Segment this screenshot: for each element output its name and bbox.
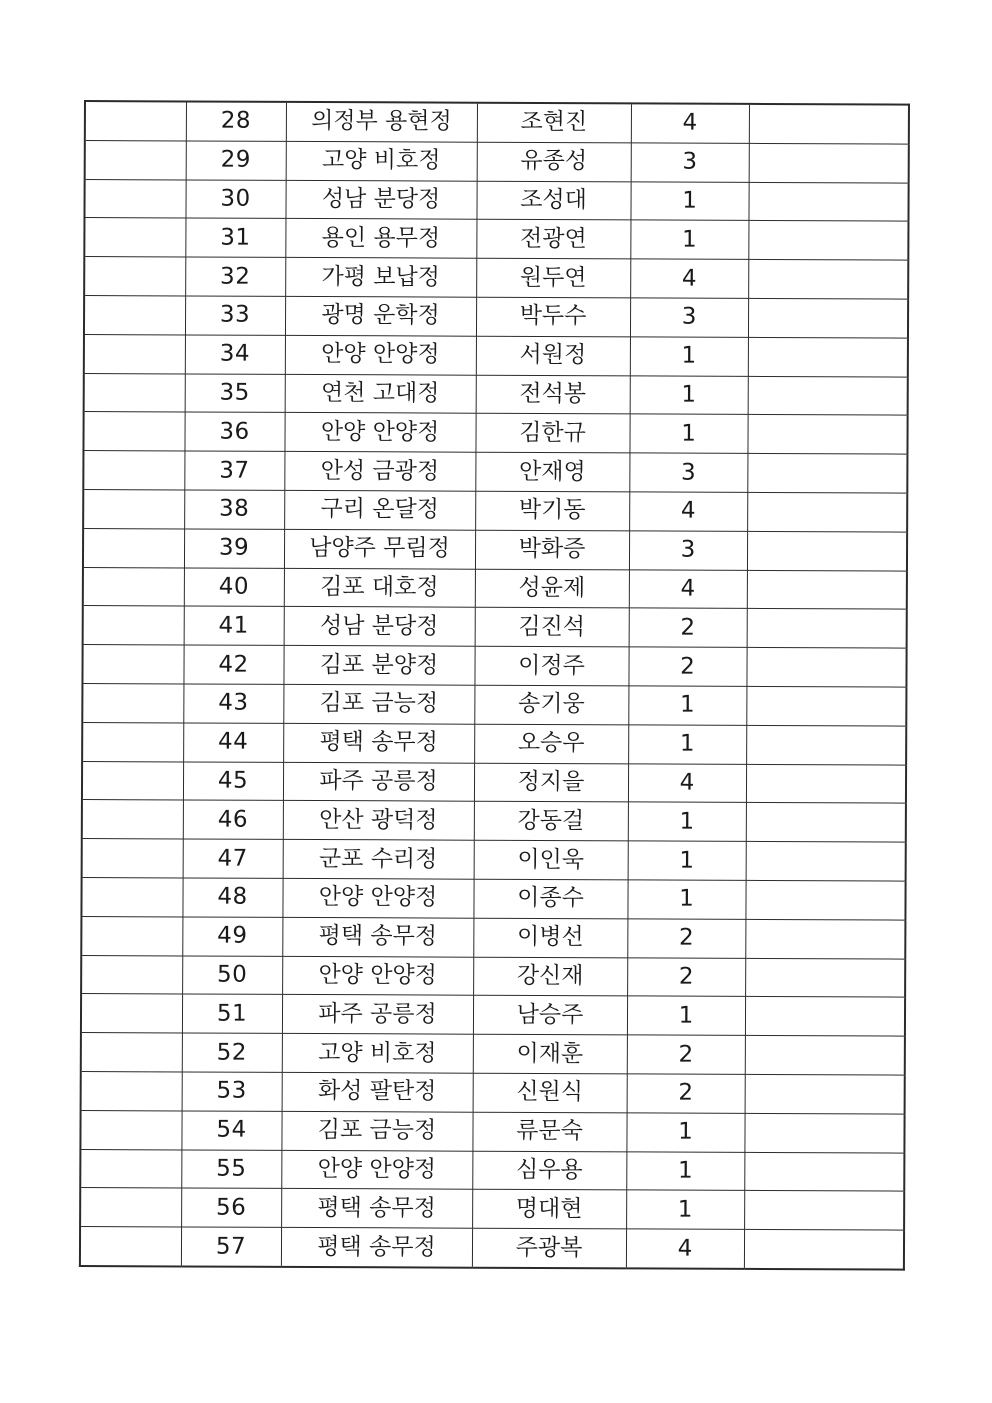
club-cell: 안양 안양정 bbox=[285, 335, 476, 375]
number-cell: 50 bbox=[182, 955, 282, 994]
empty-cell bbox=[80, 1227, 181, 1267]
table-row bbox=[81, 1071, 905, 1113]
number-cell: 31 bbox=[185, 218, 285, 257]
empty-cell bbox=[83, 606, 184, 645]
remarks-cell bbox=[745, 1074, 905, 1113]
empty-cell bbox=[82, 761, 183, 800]
empty-cell bbox=[84, 257, 185, 296]
table-row bbox=[82, 761, 906, 803]
grade-cell: 1 bbox=[630, 337, 748, 376]
grade-cell: 2 bbox=[627, 919, 745, 958]
remarks-cell bbox=[747, 570, 907, 609]
table-row bbox=[81, 877, 905, 919]
club-cell: 화성 팔탄정 bbox=[282, 1072, 473, 1112]
number-cell: 51 bbox=[182, 994, 282, 1033]
number-cell: 45 bbox=[183, 761, 283, 800]
club-cell: 광명 운학정 bbox=[285, 296, 476, 336]
name-cell: 이종수 bbox=[473, 879, 627, 918]
number-cell: 38 bbox=[184, 490, 284, 529]
remarks-cell bbox=[746, 842, 906, 881]
grade-cell: 3 bbox=[629, 453, 747, 492]
remarks-cell bbox=[747, 492, 907, 531]
table-row bbox=[80, 1227, 904, 1270]
table-row bbox=[80, 1188, 904, 1230]
remarks-cell bbox=[749, 143, 909, 182]
name-cell: 조성대 bbox=[476, 181, 630, 220]
number-cell: 32 bbox=[185, 257, 285, 296]
club-cell: 가평 보납정 bbox=[285, 258, 476, 298]
number-cell: 43 bbox=[183, 684, 283, 723]
empty-cell bbox=[81, 1033, 182, 1072]
remarks-cell bbox=[744, 1113, 904, 1152]
name-cell: 조현진 bbox=[477, 103, 631, 143]
name-cell: 남승주 bbox=[473, 996, 627, 1035]
name-cell: 정지을 bbox=[474, 763, 628, 802]
name-cell: 강동걸 bbox=[474, 802, 628, 841]
club-cell: 파주 공릉정 bbox=[282, 995, 473, 1035]
number-cell: 34 bbox=[185, 335, 285, 374]
grade-cell: 3 bbox=[629, 531, 747, 570]
name-cell: 김한규 bbox=[475, 414, 629, 453]
number-cell: 37 bbox=[184, 451, 284, 490]
remarks-cell bbox=[748, 298, 908, 337]
table-row bbox=[81, 955, 905, 997]
club-cell: 남양주 무림정 bbox=[284, 529, 475, 569]
table-row bbox=[80, 1149, 904, 1191]
table-row bbox=[83, 412, 907, 454]
remarks-cell bbox=[745, 919, 905, 958]
remarks-cell bbox=[745, 958, 905, 997]
club-cell: 김포 금능정 bbox=[281, 1111, 472, 1151]
table-row bbox=[82, 800, 906, 842]
number-cell: 41 bbox=[184, 606, 284, 645]
club-cell: 안양 안양정 bbox=[282, 878, 473, 918]
name-cell: 심우용 bbox=[472, 1151, 626, 1190]
table-row bbox=[81, 994, 905, 1036]
club-cell: 구리 온달정 bbox=[284, 490, 475, 530]
empty-cell bbox=[82, 722, 183, 761]
remarks-cell bbox=[746, 686, 906, 725]
club-cell: 안양 안양정 bbox=[281, 1150, 472, 1190]
empty-cell bbox=[83, 528, 184, 567]
name-cell: 전광연 bbox=[476, 220, 630, 259]
name-cell: 전석봉 bbox=[476, 375, 630, 414]
table-row bbox=[84, 373, 908, 415]
table-row bbox=[80, 1110, 904, 1152]
grade-cell: 1 bbox=[630, 375, 748, 414]
grade-cell: 2 bbox=[627, 1035, 745, 1074]
number-cell: 55 bbox=[181, 1149, 281, 1188]
number-cell: 56 bbox=[181, 1188, 281, 1227]
name-cell: 김진석 bbox=[475, 608, 629, 647]
empty-cell bbox=[80, 1110, 181, 1149]
remarks-cell bbox=[747, 531, 907, 570]
grade-cell: 1 bbox=[630, 181, 748, 220]
name-cell: 오승우 bbox=[474, 724, 628, 763]
club-cell: 평택 송무정 bbox=[281, 1227, 472, 1267]
number-cell: 47 bbox=[183, 839, 283, 878]
number-cell: 46 bbox=[183, 800, 283, 839]
number-cell: 42 bbox=[183, 645, 283, 684]
club-cell: 평택 송무정 bbox=[282, 917, 473, 957]
number-cell: 53 bbox=[182, 1072, 282, 1111]
grade-cell: 4 bbox=[629, 492, 747, 531]
grade-cell: 1 bbox=[626, 1190, 744, 1229]
club-cell: 김포 금능정 bbox=[283, 684, 474, 724]
club-cell: 연천 고대정 bbox=[285, 374, 476, 414]
name-cell: 주광복 bbox=[472, 1228, 626, 1268]
grade-cell: 1 bbox=[629, 414, 747, 453]
number-cell: 40 bbox=[184, 568, 284, 607]
table-row bbox=[82, 722, 906, 764]
grade-cell: 4 bbox=[626, 1229, 744, 1269]
table-row bbox=[85, 140, 909, 182]
grade-cell: 3 bbox=[631, 143, 749, 182]
empty-cell bbox=[82, 645, 183, 684]
name-cell: 박두수 bbox=[476, 297, 630, 336]
empty-cell bbox=[82, 839, 183, 878]
club-cell: 평택 송무정 bbox=[281, 1189, 472, 1229]
remarks-cell bbox=[747, 454, 907, 493]
number-cell: 35 bbox=[185, 374, 285, 413]
grade-cell: 1 bbox=[626, 1113, 744, 1152]
grade-cell: 1 bbox=[628, 802, 746, 841]
table-row bbox=[82, 839, 906, 881]
club-cell: 안성 금광정 bbox=[284, 452, 475, 492]
number-cell: 30 bbox=[185, 180, 285, 219]
grade-cell: 1 bbox=[628, 686, 746, 725]
table-row bbox=[81, 1033, 905, 1075]
empty-cell bbox=[81, 955, 182, 994]
empty-cell bbox=[83, 489, 184, 528]
empty-cell bbox=[82, 800, 183, 839]
name-cell: 이인욱 bbox=[474, 840, 628, 879]
name-cell: 박기동 bbox=[475, 491, 629, 530]
number-cell: 29 bbox=[186, 141, 286, 180]
grade-cell: 1 bbox=[628, 841, 746, 880]
grade-cell: 3 bbox=[630, 298, 748, 337]
name-cell: 이정주 bbox=[474, 646, 628, 685]
empty-cell bbox=[81, 916, 182, 955]
club-cell: 의정부 용현정 bbox=[286, 102, 477, 142]
number-cell: 52 bbox=[182, 1033, 282, 1072]
grade-cell: 2 bbox=[628, 647, 746, 686]
club-cell: 안산 광덕정 bbox=[283, 801, 474, 841]
table-row bbox=[82, 645, 906, 687]
remarks-cell bbox=[746, 725, 906, 764]
grade-cell: 2 bbox=[627, 957, 745, 996]
empty-cell bbox=[83, 567, 184, 606]
name-cell: 원두연 bbox=[476, 258, 630, 297]
name-cell: 성윤제 bbox=[475, 569, 629, 608]
remarks-cell bbox=[748, 337, 908, 376]
club-cell: 김포 대호정 bbox=[284, 568, 475, 608]
grade-cell: 1 bbox=[627, 996, 745, 1035]
club-cell: 성남 분당정 bbox=[284, 607, 475, 647]
name-cell: 유종성 bbox=[477, 142, 631, 181]
club-cell: 성남 분당정 bbox=[285, 180, 476, 220]
grade-cell: 4 bbox=[629, 569, 747, 608]
number-cell: 44 bbox=[183, 723, 283, 762]
table-row bbox=[83, 451, 907, 493]
empty-cell bbox=[81, 1071, 182, 1110]
table-row bbox=[81, 916, 905, 958]
number-cell: 36 bbox=[184, 412, 284, 451]
roster-table bbox=[79, 100, 910, 1270]
number-cell: 48 bbox=[182, 878, 282, 917]
empty-cell bbox=[83, 451, 184, 490]
grade-cell: 1 bbox=[628, 725, 746, 764]
table-row bbox=[84, 257, 908, 299]
empty-cell bbox=[85, 101, 186, 141]
number-cell: 57 bbox=[181, 1227, 281, 1267]
club-cell: 평택 송무정 bbox=[283, 723, 474, 763]
remarks-cell bbox=[748, 221, 908, 260]
number-cell: 54 bbox=[181, 1111, 281, 1150]
table-row bbox=[84, 179, 908, 221]
number-cell: 28 bbox=[186, 101, 286, 141]
remarks-cell bbox=[748, 182, 908, 221]
name-cell: 송기웅 bbox=[474, 685, 628, 724]
club-cell: 파주 공릉정 bbox=[283, 762, 474, 802]
club-cell: 안양 안양정 bbox=[282, 956, 473, 996]
remarks-cell bbox=[744, 1191, 904, 1230]
grade-cell: 4 bbox=[630, 259, 748, 298]
name-cell: 류문숙 bbox=[472, 1112, 626, 1151]
empty-cell bbox=[80, 1188, 181, 1227]
name-cell: 안재영 bbox=[475, 452, 629, 491]
empty-cell bbox=[82, 683, 183, 722]
name-cell: 명대현 bbox=[472, 1190, 626, 1229]
name-cell: 이병선 bbox=[473, 918, 627, 957]
table-row bbox=[84, 218, 908, 260]
table-row bbox=[84, 334, 908, 376]
empty-cell bbox=[85, 140, 186, 179]
remarks-cell bbox=[745, 1036, 905, 1075]
remarks-cell bbox=[747, 415, 907, 454]
empty-cell bbox=[84, 373, 185, 412]
table-row bbox=[82, 683, 906, 725]
table-row bbox=[83, 528, 907, 570]
remarks-cell bbox=[746, 764, 906, 803]
empty-cell bbox=[84, 334, 185, 373]
club-cell: 안양 안양정 bbox=[284, 413, 475, 453]
empty-cell bbox=[81, 877, 182, 916]
club-cell: 용인 용무정 bbox=[285, 219, 476, 259]
remarks-cell bbox=[746, 803, 906, 842]
empty-cell bbox=[84, 179, 185, 218]
remarks-cell bbox=[748, 260, 908, 299]
empty-cell bbox=[83, 412, 184, 451]
grade-cell: 1 bbox=[630, 220, 748, 259]
empty-cell bbox=[84, 218, 185, 257]
club-cell: 김포 분양정 bbox=[283, 646, 474, 686]
table-row bbox=[83, 606, 907, 648]
grade-cell: 2 bbox=[627, 1074, 745, 1113]
remarks-cell bbox=[747, 609, 907, 648]
club-cell: 군포 수리정 bbox=[283, 840, 474, 880]
number-cell: 39 bbox=[184, 529, 284, 568]
club-cell: 고양 비호정 bbox=[282, 1033, 473, 1073]
name-cell: 신원식 bbox=[473, 1073, 627, 1112]
grade-cell: 2 bbox=[629, 608, 747, 647]
table-row bbox=[83, 567, 907, 609]
remarks-cell bbox=[748, 376, 908, 415]
empty-cell bbox=[81, 994, 182, 1033]
name-cell: 서원정 bbox=[476, 336, 630, 375]
grade-cell: 4 bbox=[631, 103, 749, 143]
remarks-cell bbox=[745, 997, 905, 1036]
name-cell: 박화증 bbox=[475, 530, 629, 569]
remarks-cell bbox=[744, 1230, 904, 1270]
number-cell: 33 bbox=[185, 296, 285, 335]
grade-cell: 1 bbox=[626, 1151, 744, 1190]
empty-cell bbox=[80, 1149, 181, 1188]
name-cell: 이재훈 bbox=[473, 1034, 627, 1073]
empty-cell bbox=[84, 295, 185, 334]
remarks-cell bbox=[745, 880, 905, 919]
remarks-cell bbox=[746, 648, 906, 687]
grade-cell: 1 bbox=[627, 880, 745, 919]
roster-body bbox=[80, 101, 909, 1269]
table-row bbox=[85, 101, 909, 144]
club-cell: 고양 비호정 bbox=[286, 141, 477, 181]
number-cell: 49 bbox=[182, 917, 282, 956]
grade-cell: 4 bbox=[628, 763, 746, 802]
name-cell: 강신재 bbox=[473, 957, 627, 996]
table-row bbox=[83, 489, 907, 531]
remarks-cell bbox=[744, 1152, 904, 1191]
table-row bbox=[84, 295, 908, 337]
remarks-cell bbox=[749, 104, 909, 144]
